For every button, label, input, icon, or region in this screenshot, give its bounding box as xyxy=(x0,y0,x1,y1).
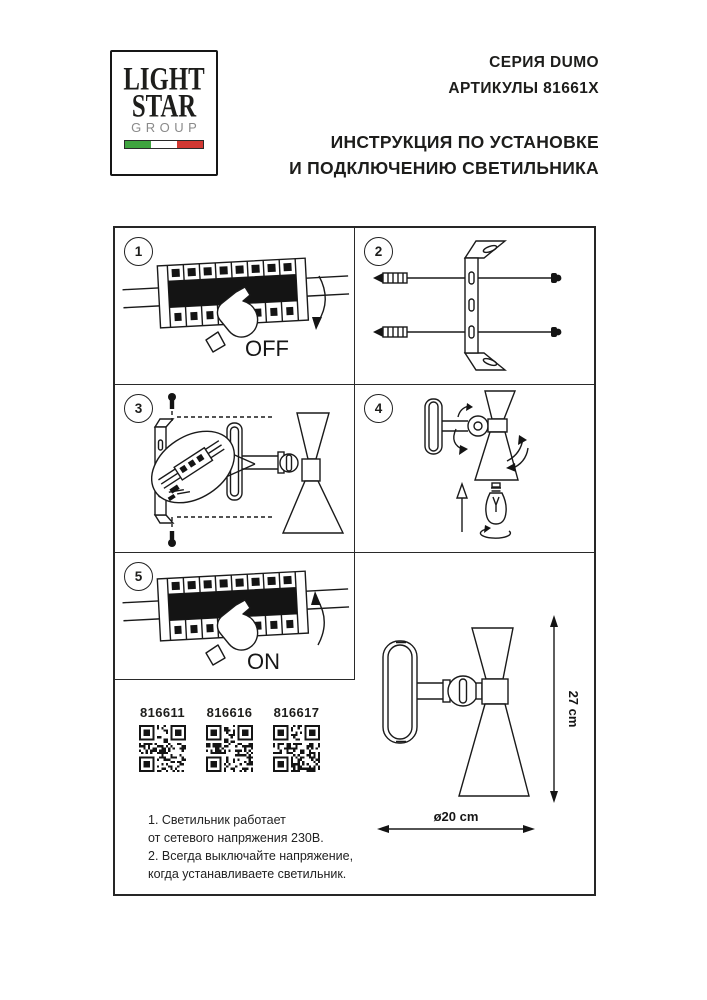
screw-icon xyxy=(478,273,561,283)
step-4-number-badge xyxy=(364,394,393,423)
screw-icon xyxy=(168,531,176,547)
screw-icon xyxy=(478,327,561,337)
qr-article-number: 816616 xyxy=(206,705,253,720)
qr-code-row xyxy=(139,705,320,772)
logo-word-light: LIGHT xyxy=(123,60,205,97)
step-5-number-badge xyxy=(124,562,153,591)
note-line: когда устанавливаете светильник. xyxy=(148,867,347,881)
logo-word-star: STAR xyxy=(131,87,197,124)
wall-anchor-icon xyxy=(373,327,465,337)
step-3-cell xyxy=(115,385,355,553)
step-2-number: 2 xyxy=(374,244,383,259)
step-1-cell xyxy=(115,228,355,385)
step-5-number: 5 xyxy=(134,569,143,584)
qr-item xyxy=(139,705,186,772)
step-3-number: 3 xyxy=(134,401,143,416)
flag-green xyxy=(125,141,151,148)
diameter-dimension xyxy=(377,809,535,833)
qr-article-number: 816617 xyxy=(273,705,320,720)
qr-item xyxy=(206,705,253,772)
qr-article-number: 816611 xyxy=(139,705,186,720)
articles-title: АРТИКУЛЫ 81661X xyxy=(448,80,599,97)
dimension-drawing-cell xyxy=(355,553,594,894)
safety-notes xyxy=(148,811,353,883)
instruction-title-line2: И ПОДКЛЮЧЕНИЮ СВЕТИЛЬНИКА xyxy=(289,158,599,178)
italy-flag-stripe xyxy=(124,140,204,149)
step-4-cell xyxy=(355,385,594,553)
flag-white xyxy=(151,141,177,148)
step-5-cell xyxy=(115,553,355,680)
note-line: 1. Светильник работает xyxy=(148,813,286,827)
wall-anchor-icon xyxy=(373,273,465,283)
arrow-down-icon xyxy=(318,276,325,322)
on-label: ON xyxy=(247,649,280,674)
flag-red xyxy=(177,141,203,148)
qr-code-icon xyxy=(139,725,186,772)
logo-word-group: GROUP xyxy=(131,120,202,135)
light-bulb-icon xyxy=(486,483,506,524)
lightstar-logo xyxy=(110,50,218,176)
qr-code-icon xyxy=(206,725,253,772)
diameter-label: ø20 cm xyxy=(433,809,479,824)
lamp-dimensions-illustration xyxy=(355,553,594,894)
height-label: 27 cm xyxy=(566,690,581,728)
header xyxy=(289,50,599,181)
off-label: OFF xyxy=(245,336,289,361)
screw-icon xyxy=(168,393,176,409)
instruction-title-line1: ИНСТРУКЦИЯ ПО УСТАНОВКЕ xyxy=(330,132,599,152)
qr-item xyxy=(273,705,320,772)
step-1-number-badge xyxy=(124,237,153,266)
step-4-number: 4 xyxy=(374,401,383,416)
instruction-title xyxy=(289,129,599,181)
qr-and-notes-cell xyxy=(115,680,355,894)
step-3-number-badge xyxy=(124,394,153,423)
step-2-number-badge xyxy=(364,237,393,266)
arrow-up-icon xyxy=(317,599,324,645)
step-2-cell xyxy=(355,228,594,385)
note-line: 2. Всегда выключайте напряжение, xyxy=(148,849,354,863)
step-1-number: 1 xyxy=(134,244,143,259)
height-dimension xyxy=(550,615,581,803)
series-title: СЕРИЯ DUMO xyxy=(489,54,599,71)
qr-code-icon xyxy=(273,725,320,772)
note-line: от сетевого напряжения 230В. xyxy=(148,831,324,845)
steps-grid xyxy=(113,226,596,896)
